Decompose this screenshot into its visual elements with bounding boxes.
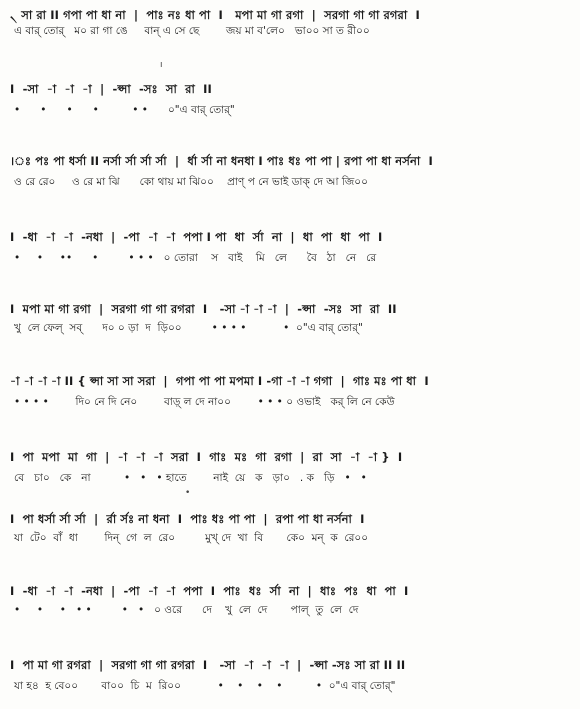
notation-line: I মপা মা গা রগা | সরগা গা গা রগরা I -সা -া -া -া | -প্সা -সঃ সা রা II	[10, 302, 397, 316]
lyric-line: • • • • • • ০"এ বার্ তোর্"	[14, 104, 235, 116]
notation-line: I -ধা -া -া -নধা | -পা -া -া পপা I পা ধা র্সা না | ধা পা ধা পা I	[10, 230, 383, 244]
lyric-line: • • • • • • • ০ ওরে দে খু লে দে পাল্ তু লে দে	[14, 604, 359, 616]
stray-mark: •	[185, 488, 191, 498]
notation-line: I পা মা গা রগরা | সরগা গা গা রগরা I -সা -া -া -া | -প্সা -সঃ সা রা II II	[10, 658, 406, 672]
lyric-line: খু লে ফেল্ সব্ দ০ ০ ড়া দ ড়ি০০ • • • • • ০"এ বার্ তোর্"	[14, 322, 363, 334]
lyric-line: • • • • দি০ নে দি নে০ বাড়্ ল দে না০০ • • • ০ ওভাই কর্ লি নে কেউ	[14, 396, 395, 408]
notation-line: -া -া -া -া II { প্সা সা সা সরা | গপা পা পা মপমা I -গা -া -া গগা | গাঃ মঃ পা ধা I	[10, 374, 429, 388]
notation-line: I -ধা -া -া -নধা | -পা -া -া পপা I পাঃ ধঃ র্সা না | ধাঃ পঃ ধা পা I	[10, 584, 409, 598]
notation-line: I পা ধর্সা র্সা র্সা | র্রা র্সঃ না ধনা I পাঃ ধঃ পা পা | রপা পা ধা নর্সনা I	[10, 512, 365, 526]
lyric-line: এ বার্ তোর্ ম০ রা গা ঙে বান্ এ সে ছে জয় মা ব'লে০ ভা০০ সা ত রী০০	[14, 25, 370, 37]
stray-mark: ı	[160, 60, 163, 70]
notation-line: ।ঃ পঃ পা ধর্সা II নর্সা র্সা র্সা র্সা | র্ধা র্সা না ধনধা I পাঃ ধঃ পা পা | রপা পা ধা নর্সনা I	[10, 154, 433, 168]
lyric-line: বে চা০ কে না • • • হাতে নাই য়ে ক ড়া০ . ক ড়ি • •	[14, 472, 367, 484]
lyric-line: ও রে রে০ ও রে মা ঝি কো থায় মা ঝি০০ প্রাণ্ প নে ভাই ডাক্ দে আ জি০০	[14, 176, 368, 188]
lyric-line: যা হ৪ হ বে০০ বা০০ চি ম রি০০ • • • • • ০"এ বার্ তোর্"	[14, 680, 396, 692]
lyric-line: যা টে০ বাঁ ধা দিন্ গে ল রে০ মুখ্ দে খা বি কে০ মন্ ক রে০০	[14, 532, 369, 544]
notation-line: ৲ সা রা II গপা পা ধা না | পাঃ নঃ ধা পা I মপা মা গা রগা | সরগা গা গা রগরা I	[10, 8, 420, 22]
notation-line: I -সা -া -া -া | -প্সা -সঃ সা রা II	[10, 82, 212, 96]
lyric-line: • • •• • • • • ০ তোরা স বাই মি লে বৈ ঠা নে রে	[14, 252, 377, 264]
notation-line: I পা মপা মা গা | -া -া -া সরা I গাঃ মঃ গা রগা | রা সা -া -া } I	[10, 450, 403, 464]
